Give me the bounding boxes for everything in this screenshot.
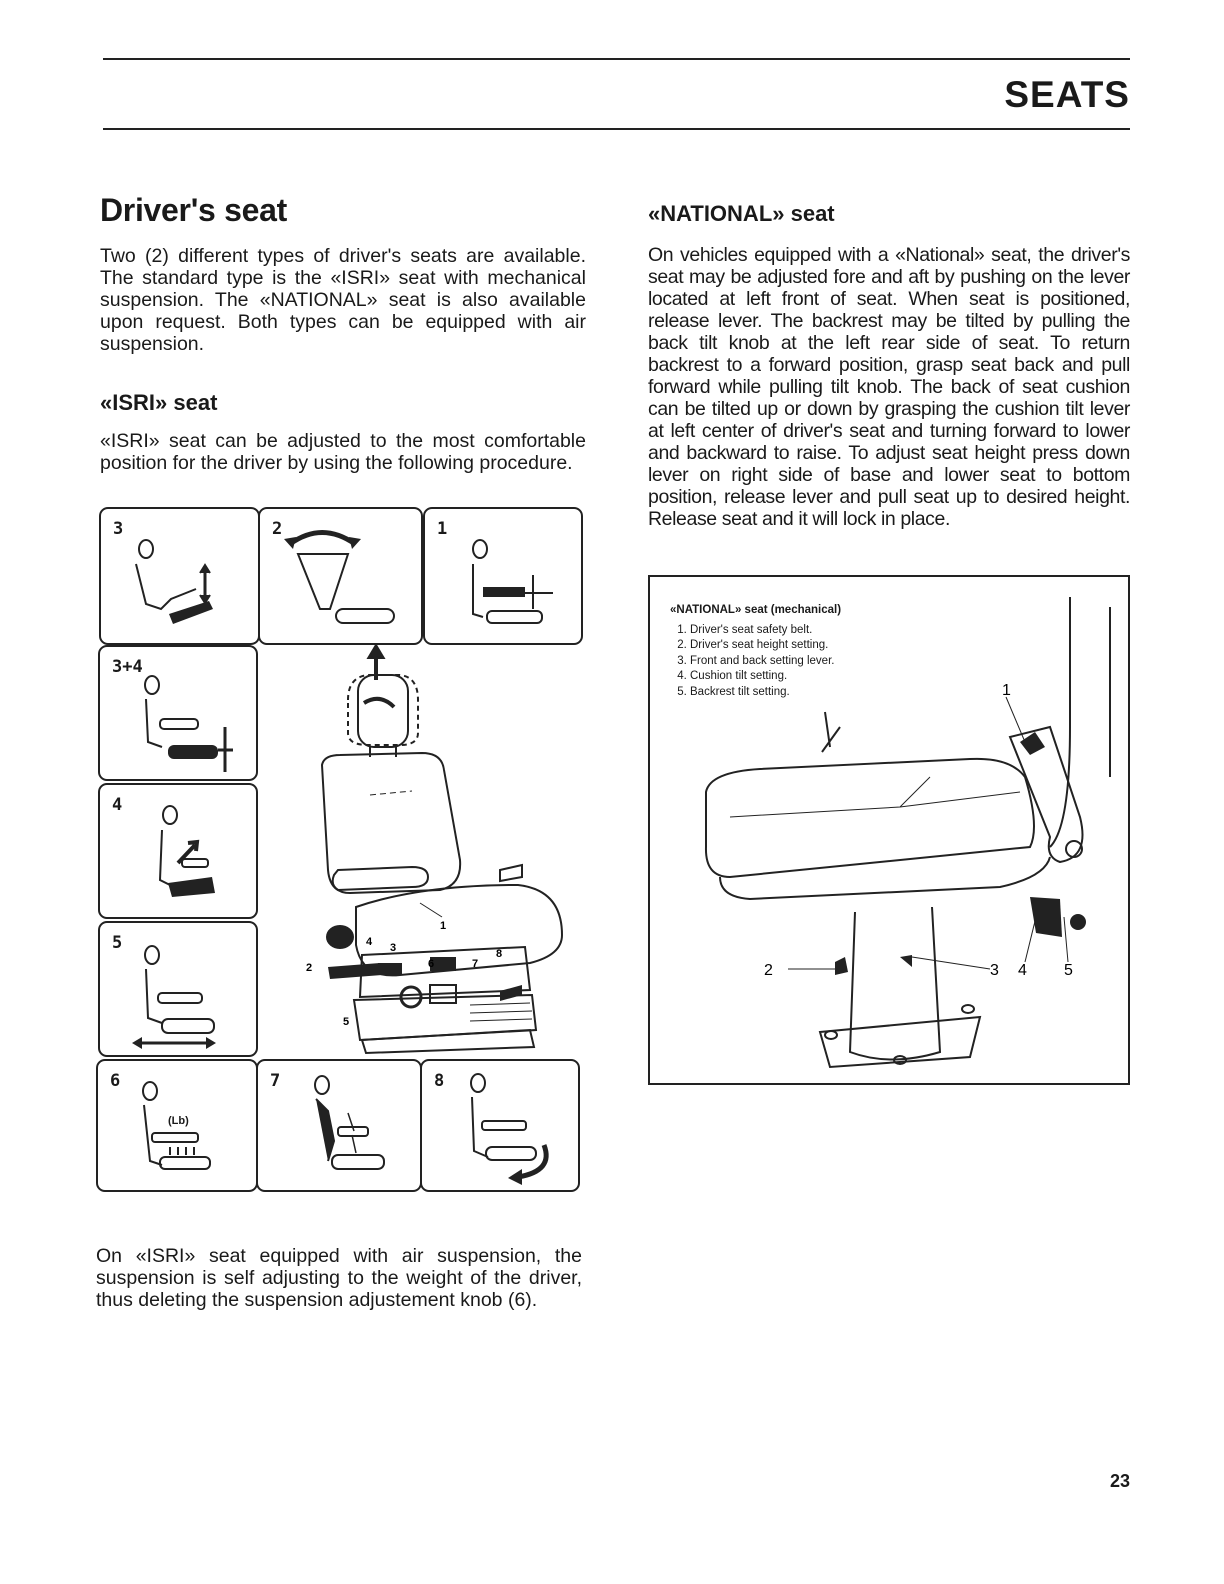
callout-2: 2 [764, 962, 773, 979]
lumbar-icon [258, 1061, 424, 1194]
page-number: 23 [1109, 1471, 1130, 1491]
panel-number: 2 [272, 519, 283, 539]
seat-height-icon [100, 647, 260, 783]
callout-8: 8 [496, 948, 503, 960]
isri-seat-drawing [300, 645, 582, 1057]
legend-item: 1. Driver's seat safety belt. [690, 623, 841, 639]
legend-item: 5. Backrest tilt setting. [690, 685, 841, 701]
panel-1 [423, 507, 583, 645]
weight-label: (Lb) [168, 1115, 189, 1127]
panel-number: 8 [434, 1071, 445, 1091]
panel-number: 4 [112, 795, 123, 815]
callout-3: 3 [990, 962, 999, 979]
callout-7: 7 [472, 958, 479, 970]
callout-5: 5 [1064, 962, 1073, 979]
right-column [648, 201, 1130, 530]
isri-heading: «ISRI» seat [100, 390, 218, 415]
legend-item: 2. Driver's seat height setting. [690, 638, 840, 654]
seat-cushion-icon [101, 509, 262, 647]
panel-6 [96, 1059, 258, 1192]
panel-number: 7 [270, 1071, 281, 1091]
left-column [100, 192, 586, 474]
panel-number: 1 [437, 519, 448, 539]
legend-item: 3. Front and back setting lever. [690, 654, 840, 670]
air-suspension-note: On «ISRI» seat equipped with air suspension, the suspension is self adjusting to the weight of the driver, thus deleting the suspension adjustement knob (6). [96, 1245, 582, 1311]
national-paragraph: On vehicles equipped with a «National» seat, the driver's seat may be adjusted fore and aft by pushing on the lever located at left front of seat. When seat is positioned, release lever. The backrest may be tilted by pulling the back tilt knob at the left rear side of seat. To return backrest to a forward position, grasp seat back and pull forward while pulling tilt knob. The back of seat cushion can be tilted up or down by grasping the cushion tilt lever at left center of driver's seat and turning forward to lower and backward to raise. To adjust seat height press down lever on right side of base and lower seat to bottom position, release lever and pull seat up to desired height. Release seat and it will lock in place. [648, 244, 1130, 530]
panel-number: 3 [113, 519, 124, 539]
backrest-recline-icon [422, 1061, 582, 1194]
callout-3: 3 [390, 942, 397, 954]
panel-7 [256, 1059, 422, 1192]
callout-5: 5 [343, 1016, 350, 1028]
callout-6: 6 [428, 958, 435, 970]
callout-1: 1 [440, 920, 447, 932]
panel-2 [258, 507, 423, 645]
intro-paragraph: Two (2) different types of driver's seats are available. The standard type is the «ISRI» seat with mechanical suspension. The «NATIONAL» seat is also available upon request. Both types can be equipped with air suspension. [100, 245, 586, 355]
callout-4: 4 [1018, 962, 1027, 979]
panel-8 [420, 1059, 580, 1192]
panel-number: 5 [112, 933, 123, 953]
national-seat-figure [648, 575, 1130, 1085]
page-title: Driver's seat [100, 192, 287, 228]
panel-number: 3+4 [112, 657, 143, 677]
panel-number: 6 [110, 1071, 121, 1091]
armrest-icon [425, 509, 585, 647]
fore-aft-icon [100, 923, 260, 1059]
panel-3-plus-4 [98, 645, 258, 781]
isri-paragraph: «ISRI» seat can be adjusted to the most comfortable position for the driver by using the following procedure. [100, 430, 586, 474]
callout-2: 2 [306, 962, 313, 974]
headrest-icon [260, 509, 425, 647]
header-underline [103, 128, 1130, 130]
figure-title: «NATIONAL» seat (mechanical) [670, 604, 842, 616]
legend-item: 4. Cushion tilt setting. [690, 669, 841, 685]
cushion-tilt-icon [100, 785, 260, 921]
callout-4: 4 [366, 936, 373, 948]
panel-4 [98, 783, 258, 919]
weight-adjust-icon [98, 1061, 260, 1194]
panel-3 [99, 507, 260, 645]
section-title: SEATS [1004, 74, 1130, 115]
callout-1: 1 [1002, 682, 1011, 699]
top-rule [103, 58, 1130, 60]
national-seat-drawing [650, 577, 1128, 1083]
national-heading: «NATIONAL» seat [648, 201, 835, 226]
panel-5 [98, 921, 258, 1057]
